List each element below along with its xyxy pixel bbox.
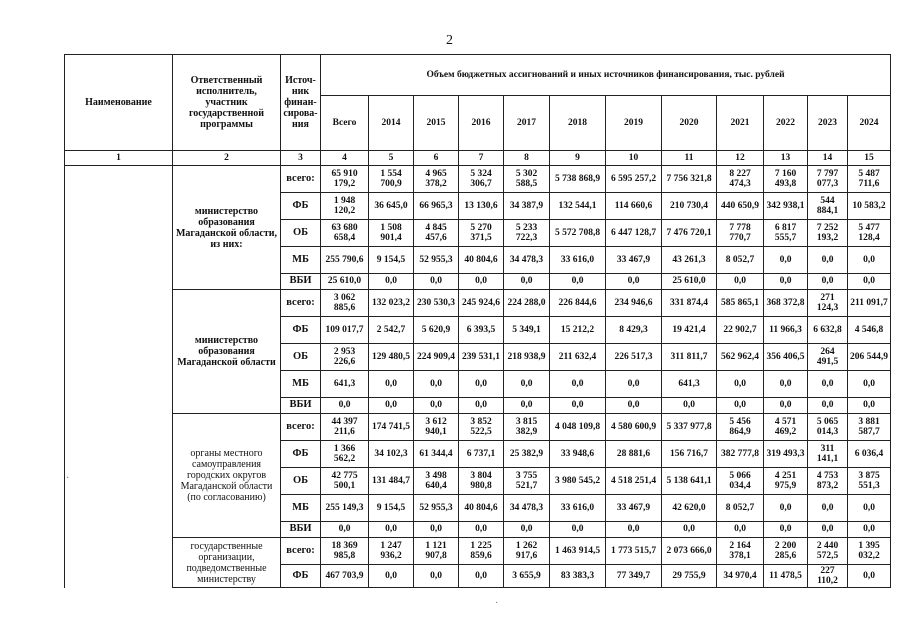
value-cell: 10 583,2 [848, 193, 891, 220]
column-number: 12 [717, 151, 764, 166]
column-number: 8 [504, 151, 550, 166]
value-cell: 6 737,1 [459, 441, 504, 468]
value-cell: 7 778 770,7 [717, 220, 764, 247]
value-cell: 210 730,4 [662, 193, 717, 220]
value-cell: 114 660,6 [606, 193, 662, 220]
header-year: 2017 [504, 96, 550, 151]
value-cell: 342 938,1 [764, 193, 808, 220]
name-cell [65, 166, 173, 588]
table-row [65, 290, 891, 317]
value-cell: 5 738 868,9 [550, 166, 606, 193]
column-number: 2 [173, 151, 281, 166]
column-number: 14 [808, 151, 848, 166]
executor-cell: министерство образования Магаданской области [173, 290, 281, 414]
value-cell: 544 884,1 [808, 193, 848, 220]
value-cell: 1 554 700,9 [369, 166, 414, 193]
table-row [65, 538, 891, 565]
value-cell: 22 902,7 [717, 317, 764, 344]
value-cell: 28 881,6 [606, 441, 662, 468]
header-name: Наименование [65, 55, 173, 151]
value-cell: 0,0 [717, 398, 764, 414]
value-cell: 224 288,0 [504, 290, 550, 317]
value-cell: 218 938,9 [504, 344, 550, 371]
header-row [65, 55, 891, 96]
value-cell: 4 965 378,2 [414, 166, 459, 193]
budget-table [64, 54, 891, 588]
header-year: 2023 [808, 96, 848, 151]
value-cell: 25 382,9 [504, 441, 550, 468]
column-number: 5 [369, 151, 414, 166]
value-cell: 8 052,7 [717, 495, 764, 522]
value-cell: 0,0 [369, 371, 414, 398]
value-cell: 34 970,4 [717, 565, 764, 588]
value-cell: 0,0 [606, 371, 662, 398]
value-cell: 174 741,5 [369, 414, 414, 441]
value-cell: 1 225 859,6 [459, 538, 504, 565]
value-cell: 585 865,1 [717, 290, 764, 317]
value-cell: 0,0 [369, 522, 414, 538]
value-cell: 0,0 [550, 398, 606, 414]
value-cell: 255 790,6 [321, 247, 369, 274]
value-cell: 3 875 551,3 [848, 468, 891, 495]
value-cell: 5 572 708,8 [550, 220, 606, 247]
value-cell: 6 447 128,7 [606, 220, 662, 247]
value-cell: 5 324 306,7 [459, 166, 504, 193]
header-year: 2021 [717, 96, 764, 151]
column-number: 11 [662, 151, 717, 166]
value-cell: 6 632,8 [808, 317, 848, 344]
value-cell: 4 580 600,9 [606, 414, 662, 441]
value-cell: 3 980 545,2 [550, 468, 606, 495]
value-cell: 52 955,3 [414, 495, 459, 522]
value-cell: 0,0 [848, 371, 891, 398]
value-cell: 0,0 [550, 371, 606, 398]
header-year: 2016 [459, 96, 504, 151]
header-year: Всего [321, 96, 369, 151]
value-cell: 206 544,9 [848, 344, 891, 371]
table-row [65, 414, 891, 441]
value-cell: 25 610,0 [662, 274, 717, 290]
value-cell: 83 383,3 [550, 565, 606, 588]
value-cell: 6 393,5 [459, 317, 504, 344]
source-cell: ОБ [281, 344, 321, 371]
header-year: 2015 [414, 96, 459, 151]
value-cell: 0,0 [848, 565, 891, 588]
value-cell: 131 484,7 [369, 468, 414, 495]
value-cell: 29 755,9 [662, 565, 717, 588]
value-cell: 1 121 907,8 [414, 538, 459, 565]
value-cell: 311 141,1 [808, 441, 848, 468]
source-cell: ОБ [281, 220, 321, 247]
value-cell: 34 102,3 [369, 441, 414, 468]
value-cell: 0,0 [369, 274, 414, 290]
value-cell: 0,0 [764, 522, 808, 538]
value-cell: 641,3 [321, 371, 369, 398]
value-cell: 5 138 641,1 [662, 468, 717, 495]
value-cell: 7 756 321,8 [662, 166, 717, 193]
value-cell: 0,0 [764, 371, 808, 398]
value-cell: 641,3 [662, 371, 717, 398]
value-cell: 0,0 [662, 398, 717, 414]
value-cell: 0,0 [848, 274, 891, 290]
value-cell: 77 349,7 [606, 565, 662, 588]
value-cell: 40 804,6 [459, 247, 504, 274]
header-year: 2020 [662, 96, 717, 151]
value-cell: 36 645,0 [369, 193, 414, 220]
value-cell: 3 498 640,4 [414, 468, 459, 495]
source-cell: ФБ [281, 441, 321, 468]
source-cell: ВБИ [281, 522, 321, 538]
value-cell: 8 227 474,3 [717, 166, 764, 193]
value-cell: 0,0 [764, 398, 808, 414]
value-cell: 226 844,6 [550, 290, 606, 317]
value-cell: 0,0 [808, 274, 848, 290]
value-cell: 0,0 [808, 398, 848, 414]
value-cell: 129 480,5 [369, 344, 414, 371]
value-cell: 0,0 [321, 522, 369, 538]
value-cell: 0,0 [504, 371, 550, 398]
executor-cell: министерство образования Магаданской области, из них: [173, 166, 281, 290]
page-number: 2 [446, 33, 453, 48]
value-cell: 8 429,3 [606, 317, 662, 344]
value-cell: 4 571 469,2 [764, 414, 808, 441]
value-cell: 0,0 [808, 495, 848, 522]
value-cell: 0,0 [550, 274, 606, 290]
value-cell: 3 755 521,7 [504, 468, 550, 495]
value-cell: 33 948,6 [550, 441, 606, 468]
value-cell: 3 881 587,7 [848, 414, 891, 441]
value-cell: 0,0 [414, 565, 459, 588]
column-number: 1 [65, 151, 173, 166]
value-cell: 368 372,8 [764, 290, 808, 317]
value-cell: 245 924,6 [459, 290, 504, 317]
value-cell: 3 852 522,5 [459, 414, 504, 441]
value-cell: 4 753 873,2 [808, 468, 848, 495]
value-cell: 63 680 658,4 [321, 220, 369, 247]
value-cell: 0,0 [808, 371, 848, 398]
value-cell: 255 149,3 [321, 495, 369, 522]
source-cell: МБ [281, 247, 321, 274]
value-cell: 0,0 [848, 247, 891, 274]
value-cell: 3 612 940,1 [414, 414, 459, 441]
value-cell: 0,0 [717, 371, 764, 398]
value-cell: 13 130,6 [459, 193, 504, 220]
value-cell: 7 252 193,2 [808, 220, 848, 247]
header-year: 2019 [606, 96, 662, 151]
value-cell: 0,0 [717, 274, 764, 290]
value-cell: 61 344,4 [414, 441, 459, 468]
value-cell: 7 476 720,1 [662, 220, 717, 247]
value-cell: 34 478,3 [504, 247, 550, 274]
value-cell: 0,0 [414, 274, 459, 290]
value-cell: 356 406,5 [764, 344, 808, 371]
value-cell: 239 531,1 [459, 344, 504, 371]
value-cell: 2 200 285,6 [764, 538, 808, 565]
source-cell: всего: [281, 538, 321, 565]
value-cell: 227 110,2 [808, 565, 848, 588]
source-cell: ВБИ [281, 274, 321, 290]
value-cell: 1 366 562,2 [321, 441, 369, 468]
header-executor: Ответственный исполнитель, участник государственной программы [173, 55, 281, 151]
column-number: 9 [550, 151, 606, 166]
value-cell: 211 091,7 [848, 290, 891, 317]
value-cell: 0,0 [414, 522, 459, 538]
value-cell: 0,0 [808, 247, 848, 274]
value-cell: 0,0 [459, 371, 504, 398]
value-cell: 5 065 014,3 [808, 414, 848, 441]
value-cell: 34 478,3 [504, 495, 550, 522]
source-cell: всего: [281, 414, 321, 441]
value-cell: 3 804 980,8 [459, 468, 504, 495]
value-cell: 0,0 [504, 522, 550, 538]
value-cell: 9 154,5 [369, 247, 414, 274]
value-cell: 0,0 [504, 398, 550, 414]
value-cell: 7 797 077,3 [808, 166, 848, 193]
header-year: 2024 [848, 96, 891, 151]
value-cell: 0,0 [459, 274, 504, 290]
header-year: 2014 [369, 96, 414, 151]
value-cell: 25 610,0 [321, 274, 369, 290]
value-cell: 0,0 [504, 274, 550, 290]
column-number: 4 [321, 151, 369, 166]
value-cell: 52 955,3 [414, 247, 459, 274]
value-cell: 3 655,9 [504, 565, 550, 588]
value-cell: 1 463 914,5 [550, 538, 606, 565]
column-number: 15 [848, 151, 891, 166]
source-cell: МБ [281, 371, 321, 398]
value-cell: 2 073 666,0 [662, 538, 717, 565]
value-cell: 18 369 985,8 [321, 538, 369, 565]
column-number: 6 [414, 151, 459, 166]
value-cell: 4 251 975,9 [764, 468, 808, 495]
value-cell: 0,0 [662, 522, 717, 538]
value-cell: 11 966,3 [764, 317, 808, 344]
value-cell: 0,0 [459, 565, 504, 588]
value-cell: 1 262 917,6 [504, 538, 550, 565]
source-cell: всего: [281, 290, 321, 317]
value-cell: 5 337 977,8 [662, 414, 717, 441]
value-cell: 311 811,7 [662, 344, 717, 371]
value-cell: 4 048 109,8 [550, 414, 606, 441]
value-cell: 5 270 371,5 [459, 220, 504, 247]
value-cell: 319 493,3 [764, 441, 808, 468]
value-cell: 331 874,4 [662, 290, 717, 317]
value-cell: 6 036,4 [848, 441, 891, 468]
value-cell: 44 397 211,6 [321, 414, 369, 441]
value-cell: 0,0 [459, 522, 504, 538]
column-number: 10 [606, 151, 662, 166]
value-cell: 1 395 032,2 [848, 538, 891, 565]
value-cell: 562 962,4 [717, 344, 764, 371]
value-cell: 42 775 500,1 [321, 468, 369, 495]
value-cell: 132 544,1 [550, 193, 606, 220]
value-cell: 9 154,5 [369, 495, 414, 522]
value-cell: 0,0 [414, 371, 459, 398]
value-cell: 5 233 722,3 [504, 220, 550, 247]
value-cell: 6 817 555,7 [764, 220, 808, 247]
value-cell: 66 965,3 [414, 193, 459, 220]
source-cell: МБ [281, 495, 321, 522]
source-cell: ВБИ [281, 398, 321, 414]
column-number: 13 [764, 151, 808, 166]
value-cell: 264 491,5 [808, 344, 848, 371]
source-cell: ОБ [281, 468, 321, 495]
value-cell: 440 650,9 [717, 193, 764, 220]
value-cell: 0,0 [808, 522, 848, 538]
value-cell: 5 477 128,4 [848, 220, 891, 247]
value-cell: 65 910 179,2 [321, 166, 369, 193]
source-cell: ФБ [281, 193, 321, 220]
value-cell: 226 517,3 [606, 344, 662, 371]
value-cell: 1 948 120,2 [321, 193, 369, 220]
value-cell: 5 349,1 [504, 317, 550, 344]
header-year: 2022 [764, 96, 808, 151]
value-cell: 5 620,9 [414, 317, 459, 344]
value-cell: 2 953 226,6 [321, 344, 369, 371]
value-cell: 0,0 [369, 565, 414, 588]
value-cell: 0,0 [764, 495, 808, 522]
value-cell: 0,0 [848, 398, 891, 414]
value-cell: 224 909,4 [414, 344, 459, 371]
source-cell: всего: [281, 166, 321, 193]
value-cell: 5 302 588,5 [504, 166, 550, 193]
executor-cell: государственные организации, подведомственные министерству [173, 538, 281, 588]
value-cell: 109 017,7 [321, 317, 369, 344]
value-cell: 156 716,7 [662, 441, 717, 468]
value-cell: 6 595 257,2 [606, 166, 662, 193]
value-cell: 1 508 901,4 [369, 220, 414, 247]
value-cell: 234 946,6 [606, 290, 662, 317]
header-volume: Объем бюджетных ассигнований и иных источников финансирования, тыс. рублей [321, 55, 891, 96]
value-cell: 0,0 [606, 522, 662, 538]
value-cell: 0,0 [414, 398, 459, 414]
value-cell: 4 845 457,6 [414, 220, 459, 247]
value-cell: 0,0 [848, 495, 891, 522]
value-cell: 0,0 [764, 274, 808, 290]
value-cell: 230 530,3 [414, 290, 459, 317]
value-cell: 4 518 251,4 [606, 468, 662, 495]
column-number: 3 [281, 151, 321, 166]
value-cell: 211 632,4 [550, 344, 606, 371]
value-cell: 5 066 034,4 [717, 468, 764, 495]
value-cell: 8 052,7 [717, 247, 764, 274]
value-cell: 0,0 [550, 522, 606, 538]
value-cell: 0,0 [321, 398, 369, 414]
value-cell: 19 421,4 [662, 317, 717, 344]
value-cell: 0,0 [848, 522, 891, 538]
value-cell: 2 542,7 [369, 317, 414, 344]
value-cell: 5 456 864,9 [717, 414, 764, 441]
value-cell: 5 487 711,6 [848, 166, 891, 193]
value-cell: 0,0 [606, 274, 662, 290]
scan-mark: · [495, 598, 499, 609]
value-cell: 2 440 572,5 [808, 538, 848, 565]
source-cell: ФБ [281, 565, 321, 588]
table-row [65, 166, 891, 193]
value-cell: 34 387,9 [504, 193, 550, 220]
value-cell: 40 804,6 [459, 495, 504, 522]
value-cell: 3 062 885,6 [321, 290, 369, 317]
value-cell: 33 616,0 [550, 247, 606, 274]
value-cell: 0,0 [459, 398, 504, 414]
value-cell: 0,0 [717, 522, 764, 538]
value-cell: 0,0 [369, 398, 414, 414]
source-cell: ФБ [281, 317, 321, 344]
value-cell: 15 212,2 [550, 317, 606, 344]
value-cell: 132 023,2 [369, 290, 414, 317]
value-cell: 1 247 936,2 [369, 538, 414, 565]
executor-cell: органы местного самоуправления городских округов Магаданской области (по согласованию) [173, 414, 281, 538]
value-cell: 33 616,0 [550, 495, 606, 522]
value-cell: 0,0 [764, 247, 808, 274]
value-cell: 42 620,0 [662, 495, 717, 522]
value-cell: 33 467,9 [606, 495, 662, 522]
scan-mark: · [66, 473, 70, 484]
header-source: Источ-ник финан-сирова-ния [281, 55, 321, 151]
value-cell: 4 546,8 [848, 317, 891, 344]
value-cell: 1 773 515,7 [606, 538, 662, 565]
value-cell: 33 467,9 [606, 247, 662, 274]
column-number: 7 [459, 151, 504, 166]
value-cell: 271 124,3 [808, 290, 848, 317]
value-cell: 382 777,8 [717, 441, 764, 468]
value-cell: 7 160 493,8 [764, 166, 808, 193]
value-cell: 11 478,5 [764, 565, 808, 588]
value-cell: 43 261,3 [662, 247, 717, 274]
value-cell: 3 815 382,9 [504, 414, 550, 441]
value-cell: 0,0 [606, 398, 662, 414]
value-cell: 467 703,9 [321, 565, 369, 588]
value-cell: 2 164 378,1 [717, 538, 764, 565]
numbering-row [65, 151, 891, 166]
header-year: 2018 [550, 96, 606, 151]
